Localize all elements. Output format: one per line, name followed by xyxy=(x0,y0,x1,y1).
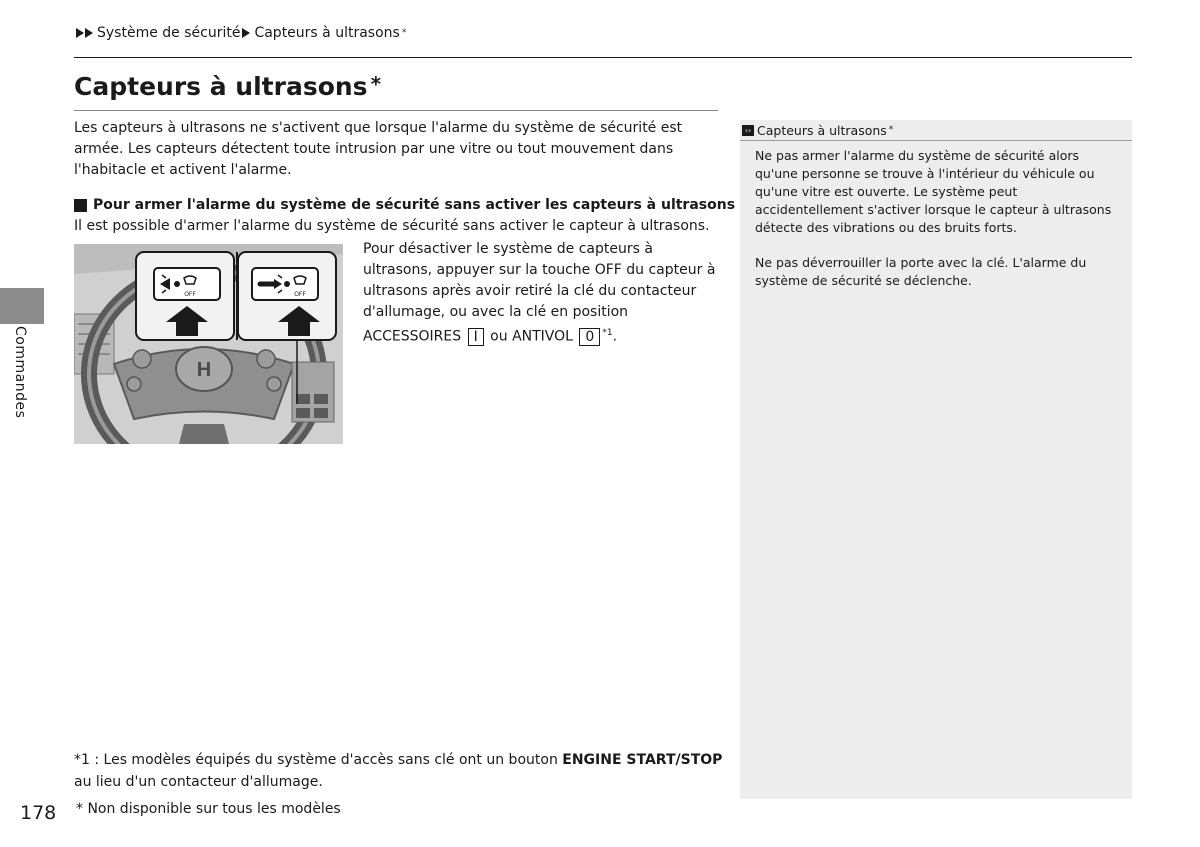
page-title-text: Capteurs à ultrasons xyxy=(74,72,368,101)
instructions-or: ou xyxy=(490,328,508,345)
section-lead: Il est possible d'armer l'alarme du système de sécurité sans activer le capteur à ultrasons. xyxy=(74,218,710,234)
note-box xyxy=(740,120,1132,799)
footnote xyxy=(74,749,724,793)
key-accessory-symbol: I xyxy=(468,328,484,346)
instructions-paragraph xyxy=(363,239,723,348)
dashboard-illustration xyxy=(74,244,343,444)
page-title xyxy=(74,72,381,101)
svg-text:H: H xyxy=(196,359,212,381)
breadcrumb xyxy=(76,25,406,41)
sidebar-tab xyxy=(0,288,44,324)
section-heading-text: Pour armer l'alarme du système de sécurité sans activer les capteurs à ultrasons xyxy=(93,197,736,213)
note-paragraph: Ne pas déverrouiller la porte avec la clé. L'alarme du système de sécurité se déclenche. xyxy=(755,255,1087,288)
footnote-bold: ENGINE START/STOP xyxy=(562,752,723,768)
end-punctuation: . xyxy=(612,328,618,345)
asterisk-marker: * xyxy=(401,28,407,38)
reference-icon: ›› xyxy=(742,125,754,136)
note-title: Capteurs à ultrasons xyxy=(757,122,887,138)
intro-paragraph: Les capteurs à ultrasons ne s'activent que lorsque l'alarme du système de sécurité est armée. Les capteurs détectent toute intrusion par une vitre ou tout mouvement dans l'habitacle et activent l'alarme. xyxy=(74,120,683,178)
square-bullet-icon xyxy=(74,199,87,212)
breadcrumb-item[interactable]: Système de sécurité xyxy=(97,25,241,41)
page-number: 178 xyxy=(20,802,57,824)
breadcrumb-item[interactable]: Capteurs à ultrasons xyxy=(254,25,400,41)
off-label: OFF xyxy=(184,291,196,298)
arrow-icon xyxy=(76,28,84,38)
off-label: OFF xyxy=(294,291,306,298)
footnote-suffix: au lieu d'un contacteur d'allumage. xyxy=(74,774,323,790)
asterisk-marker: * xyxy=(888,125,894,135)
arrow-icon xyxy=(242,28,250,38)
arrow-icon xyxy=(85,28,93,38)
note-paragraph: Ne pas armer l'alarme du système de sécurité alors qu'une personne se trouve à l'intérieur du véhicule ou qu'une vitre est ouverte. Le système peut accidentellement s'activer lorsque le capteur à ultrasons détecte des vibrations ou des bruits forts. xyxy=(755,148,1112,235)
title-rule xyxy=(74,110,718,111)
note-header xyxy=(740,120,1132,141)
key-lock-symbol: 0 xyxy=(579,328,600,346)
sidebar-label[interactable]: Commandes xyxy=(12,326,28,419)
instructions-part1: Pour désactiver le système de capteurs à ultrasons, appuyer sur la touche OFF du capteur à ultrasons après avoir retiré la clé du contacteur d'allumage, ou avec la clé en position ACCESSOIRES xyxy=(363,241,716,345)
footnote-prefix: *1 : Les modèles équipés du système d'accès sans clé ont un bouton xyxy=(74,752,558,768)
header-rule xyxy=(74,57,1132,58)
availability-note: * Non disponible sur tous les modèles xyxy=(76,801,341,817)
section-heading xyxy=(74,197,735,213)
instructions-part2: ANTIVOL xyxy=(512,328,573,345)
steering-wheel-diagram xyxy=(74,244,343,444)
footnote-ref[interactable]: *1 xyxy=(602,328,613,338)
asterisk-marker: * xyxy=(370,72,382,96)
